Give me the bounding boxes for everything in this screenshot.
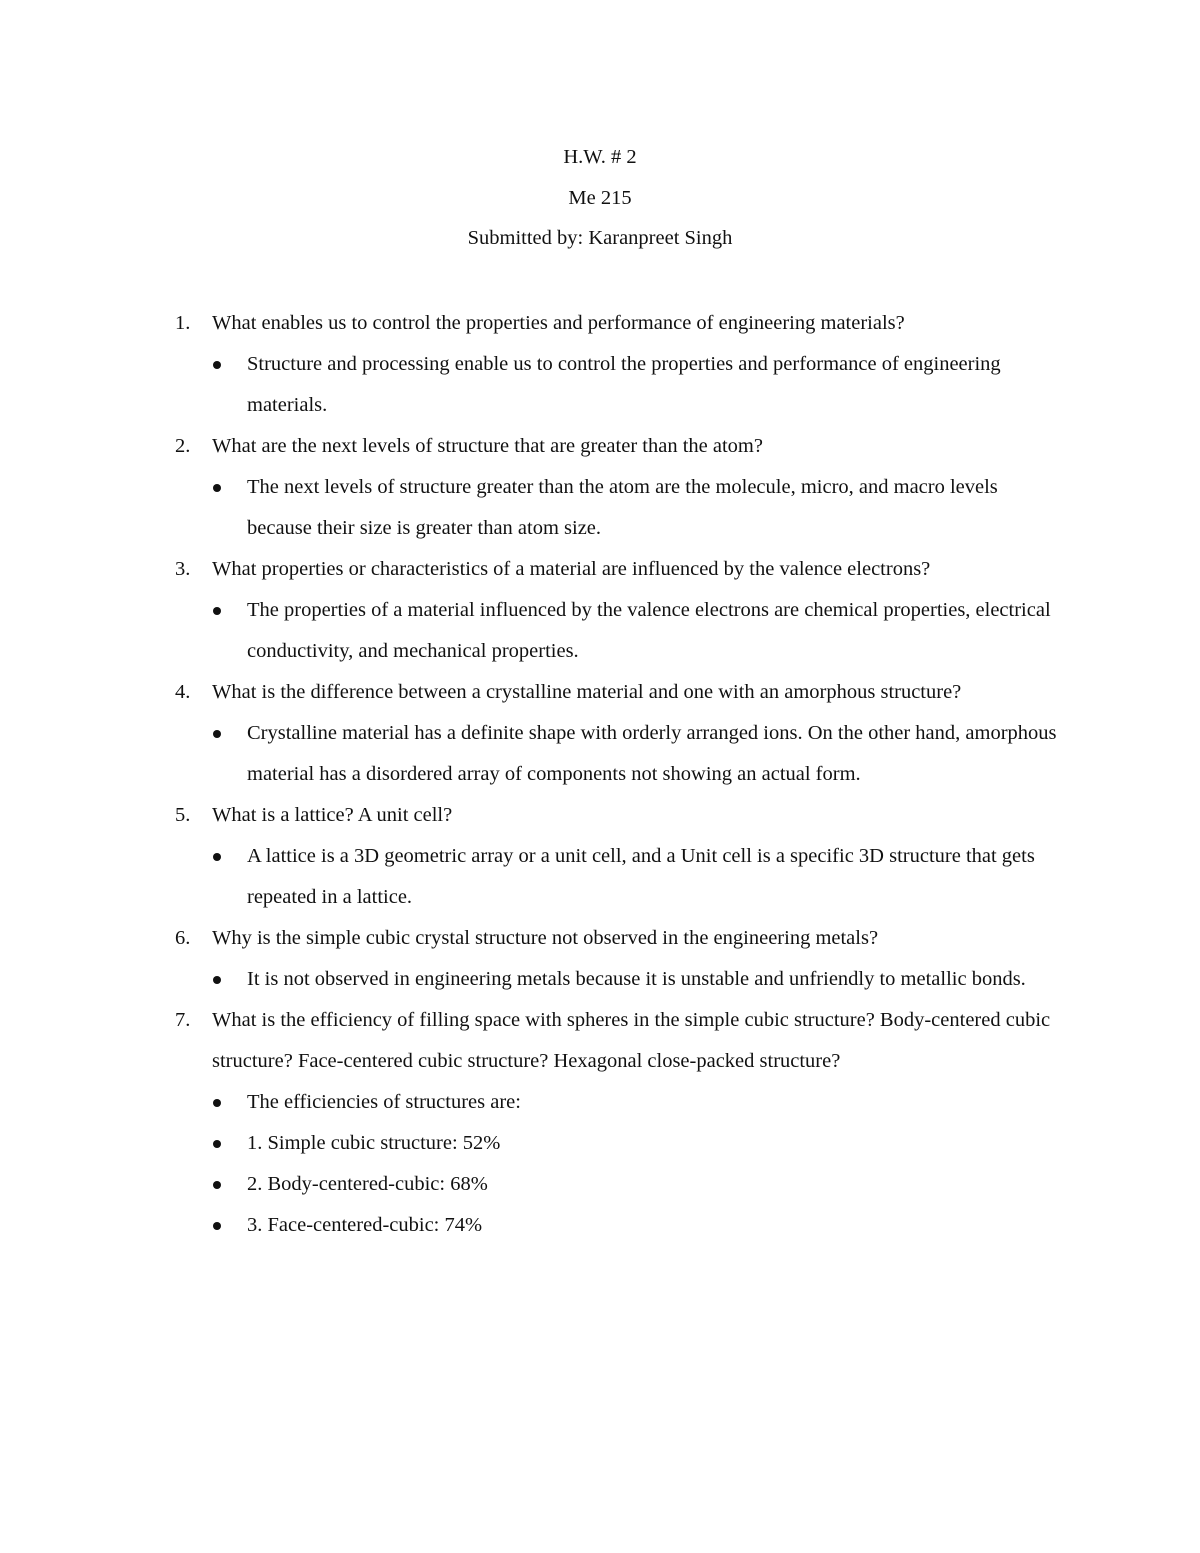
answer-text: Crystalline material has a definite shape with orderly arranged ions. On the other hand, amorphous material has a disordered array of components not showing an actual form.	[247, 722, 1057, 785]
question-text: What is the difference between a crystalline material and one with an amorphous structure?	[212, 681, 962, 703]
question-item	[0, 918, 1057, 959]
question-text: What enables us to control the properties and performance of engineering materials?	[212, 312, 905, 334]
question-number: 1.	[175, 312, 191, 334]
bullet-icon	[213, 607, 221, 615]
answer-bullet-item	[0, 836, 1057, 918]
answer-text: Structure and processing enable us to control the properties and performance of engineering materials.	[247, 353, 1001, 416]
question-number: 6.	[175, 927, 191, 949]
answer-bullet-item	[0, 344, 1057, 426]
answer-bullet-item	[0, 590, 1057, 672]
question-text: What properties or characteristics of a material are influenced by the valence electrons?	[212, 558, 931, 580]
document-header	[0, 140, 1200, 262]
answer-text: 3. Face-centered-cubic: 74%	[247, 1214, 483, 1236]
question-number: 5.	[175, 804, 191, 826]
question-text: Why is the simple cubic crystal structure not observed in the engineering metals?	[212, 927, 879, 949]
bullet-icon	[213, 1181, 221, 1189]
submitted-by: Submitted by: Karanpreet Singh	[467, 227, 733, 249]
question-number: 7.	[175, 1009, 191, 1031]
answer-bullet-item	[0, 1082, 1057, 1123]
bullet-icon	[213, 976, 221, 984]
question-item	[0, 426, 1057, 467]
bullet-icon	[213, 730, 221, 738]
answer-bullet-item	[0, 1164, 1057, 1205]
question-text: What is a lattice? A unit cell?	[212, 804, 453, 826]
assignment-title: H.W. # 2	[563, 146, 637, 168]
bullet-icon	[213, 853, 221, 861]
bullet-icon	[213, 361, 221, 369]
question-item	[0, 795, 1057, 836]
course-name: Me 215	[568, 186, 632, 209]
answer-bullet-item	[0, 467, 1057, 549]
bullet-icon	[213, 1222, 221, 1230]
question-number: 3.	[175, 558, 191, 580]
question-item	[0, 672, 1057, 713]
question-number: 4.	[175, 681, 191, 703]
bullet-icon	[213, 1140, 221, 1148]
question-text: What is the efficiency of filling space with spheres in the simple cubic structure? Body-centered cubic structure? Face-centered cubic structure? Hexagonal close-packed structure?	[212, 1009, 1051, 1072]
answer-bullet-item	[0, 959, 1057, 1000]
answer-text: The properties of a material influenced by the valence electrons are chemical properties, electrical conductivity, and mechanical properties.	[247, 599, 1051, 662]
question-item	[0, 549, 1057, 590]
question-text: What are the next levels of structure that are greater than the atom?	[212, 435, 763, 457]
bullet-icon	[213, 1099, 221, 1107]
answer-text: It is not observed in engineering metals because it is unstable and unfriendly to metallic bonds.	[247, 968, 1026, 990]
answer-bullet-item	[0, 1205, 1057, 1246]
question-item	[0, 1000, 1057, 1082]
answer-text: 2. Body-centered-cubic: 68%	[247, 1173, 488, 1195]
question-list	[0, 303, 1200, 1246]
answer-text: 1. Simple cubic structure: 52%	[247, 1132, 501, 1154]
bullet-icon	[213, 484, 221, 492]
answer-text: The efficiencies of structures are:	[247, 1091, 521, 1113]
answer-text: The next levels of structure greater than the atom are the molecule, micro, and macro levels because their size is greater than atom size.	[247, 476, 998, 539]
answer-bullet-item	[0, 713, 1057, 795]
answer-bullet-item	[0, 1123, 1057, 1164]
question-number: 2.	[175, 435, 191, 457]
question-item	[0, 303, 1057, 344]
answer-text: A lattice is a 3D geometric array or a unit cell, and a Unit cell is a specific 3D structure that gets repeated in a lattice.	[247, 845, 1035, 908]
